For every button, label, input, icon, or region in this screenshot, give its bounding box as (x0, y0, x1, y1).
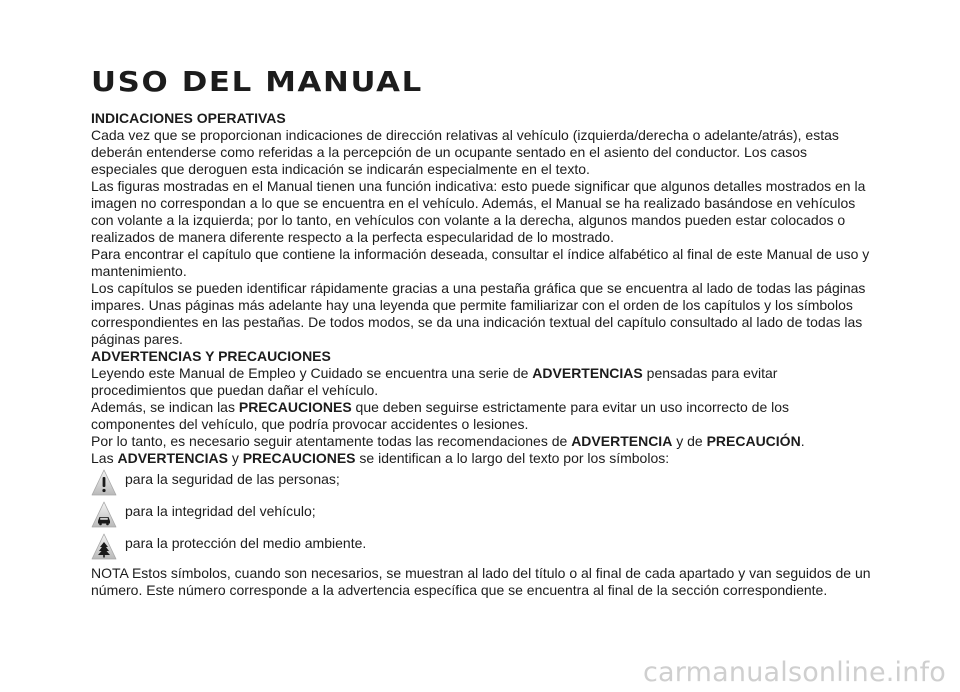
note-paragraph: NOTA Estos símbolos, cuando son necesarios, se muestran al lado del título o al final de cada apartado y van seguidos de un número. Este número corresponde a la advertencia específica que se encuentra al final de la sección correspondiente. (91, 565, 871, 598)
section-heading-advertencias: ADVERTENCIAS Y PRECAUCIONES (91, 348, 331, 364)
symbol-label: para la seguridad de las personas; (125, 471, 340, 487)
symbol-row-ambiente (91, 533, 871, 562)
page-title: USO DEL MANUAL (91, 65, 423, 98)
warning-exclamation-icon (91, 469, 117, 497)
watermark: carmanualsonline.info (643, 657, 946, 688)
paragraph: Además, se indican las PRECAUCIONES que deben seguirse estrictamente para evitar un uso incorrecto de los componentes del vehículo, que podría provocar accidentes o lesiones. (91, 399, 790, 432)
symbol-row-personas (91, 469, 871, 498)
symbol-label: para la protección del medio ambiente. (125, 535, 367, 551)
paragraph: Las ADVERTENCIAS y PRECAUCIONES se identifican a lo largo del texto por los símbolos: (91, 450, 670, 466)
paragraph: Para encontrar el capítulo que contiene la información deseada, consultar el índice alfabético al final de este Manual de uso y mantenimiento. (91, 246, 870, 279)
symbol-label: para la integridad del vehículo; (125, 503, 316, 519)
paragraph: Por lo tanto, es necesario seguir atentamente todas las recomendaciones de ADVERTENCIA y de PRECAUCIÓN. (91, 433, 805, 449)
paragraph: Los capítulos se pueden identificar rápidamente gracias a una pestaña gráfica que se encuentra al lado de todas las páginas impares. Unas páginas más adelante hay una leyenda que permite familiarizar con el orden de los capítulos y los símbolos correspondientes en las pestañas. De todos modos, se da una indicación textual del capítulo consultado al lado de todas las páginas pares. (91, 280, 866, 347)
paragraph: Cada vez que se proporcionan indicaciones de dirección relativas al vehículo (izquierda/derecha o adelante/atrás), estas deberán entenderse como referidas a la percepción de un ocupante sentado en el asiento del conductor. Los casos especiales que deroguen esta indicación se indicarán especialmente en el texto. (91, 127, 839, 177)
symbol-row-vehiculo (91, 501, 871, 530)
warning-car-icon (91, 501, 117, 529)
manual-page (91, 66, 871, 599)
warning-tree-icon (91, 533, 117, 561)
section-heading-operativas: INDICACIONES OPERATIVAS (91, 110, 286, 126)
paragraph: Las figuras mostradas en el Manual tienen una función indicativa: esto puede significar que algunos detalles mostrados en la imagen no correspondan a lo que se encuentra en el vehículo. Además, el Manual se ha realizado basándose en vehículos con volante a la izquierda; por lo tanto, en vehículos con volante a la derecha, algunos mandos pueden estar colocados o realizados de manera diferente respecto a la perfecta especularidad de lo mostrado. (91, 178, 866, 245)
paragraph: Leyendo este Manual de Empleo y Cuidado se encuentra una serie de ADVERTENCIAS pensadas para evitar procedimientos que puedan dañar el vehículo. (91, 365, 778, 398)
